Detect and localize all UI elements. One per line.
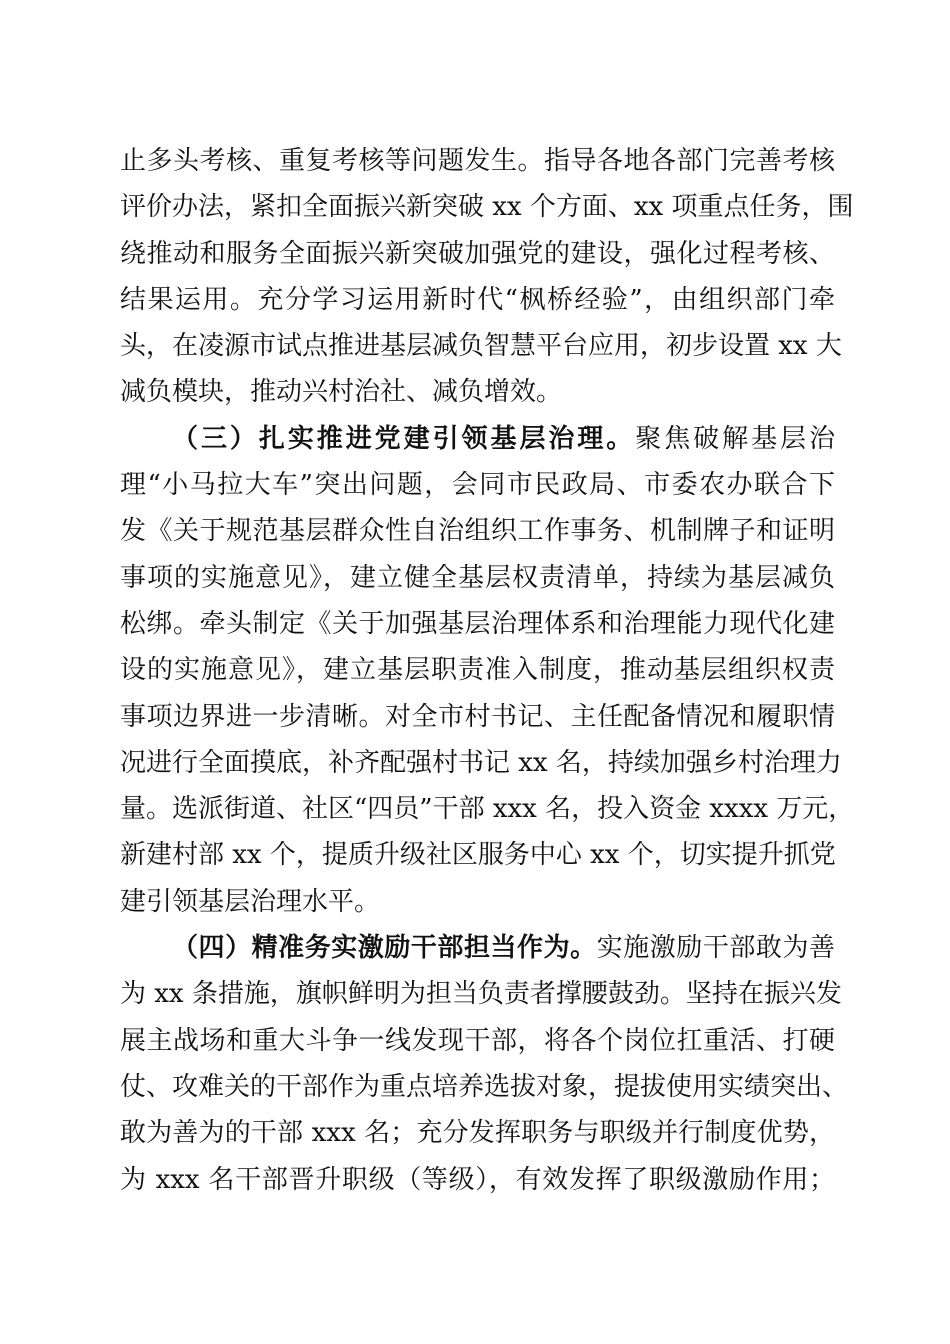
text-line: 止多头考核、重复考核等问题发生。指导各地各部门完善考核 [120, 146, 835, 176]
text-line: 量。选派街道、社区“四员”干部 xxx 名，投入资金 xxxx 万元， [120, 794, 855, 825]
text-line: 事项的实施意见》，建立健全基层权责清单，持续为基层减负 [120, 562, 835, 593]
text-line: 松绑。牵头制定《关于加强基层治理体系和治理能力现代化建 [120, 608, 835, 639]
text-line [120, 416, 835, 462]
paragraph [120, 925, 849, 1203]
text-line: 建引领基层治理水平。 [120, 886, 381, 917]
text-line: 结果运用。充分学习运用新时代“枫桥经验”，由组织部门牵 [120, 284, 835, 315]
text-line: 为 xxx 名干部晋升职级（等级），有效发挥了职级激励作用； [120, 1164, 835, 1195]
section-heading: （三）扎实推进党建引领基层治理。 [172, 423, 636, 454]
text-line: 评价办法，紧扣全面振兴新突破 xx 个方面、xx 项重点任务，围 [120, 192, 854, 223]
text-line [120, 925, 835, 971]
text-run: 聚焦破解基层治 [635, 423, 835, 454]
section-heading: （四）精准务实激励干部担当作为。 [172, 933, 597, 964]
text-line: 减负模块，推动兴村治社、减负增效。 [120, 377, 563, 408]
body-text [120, 138, 855, 1203]
text-line: 头，在凌源市试点推进基层减负智慧平台应用，初步设置 xx 大 [120, 331, 842, 362]
text-line: 敢为善为的干部 xxx 名；充分发挥职务与职级并行制度优势， [120, 1118, 835, 1149]
text-line: 理“小马拉大车”突出问题，会同市民政局、市委农办联合下 [120, 470, 835, 501]
text-line: 事项边界进一步清晰。对全市村书记、主任配备情况和履职情 [120, 701, 835, 732]
text-line: 新建村部 xx 个，提质升级社区服务中心 xx 个，切实提升抓党 [120, 840, 836, 871]
text-line: 为 xx 条措施，旗帜鲜明为担当负责者撑腰鼓劲。坚持在振兴发 [120, 979, 842, 1010]
text-line: 发《关于规范基层群众性自治组织工作事务、机制牌子和证明 [120, 516, 835, 547]
text-line: 况进行全面摸底，补齐配强村书记 xx 名，持续加强乡村治理力 [120, 747, 842, 778]
text-line: 设的实施意见》，建立基层职责准入制度，推动基层组织权责 [120, 655, 835, 686]
paragraph [120, 416, 855, 925]
text-line: 展主战场和重大斗争一线发现干部，将各个岗位扛重活、打硬 [120, 1025, 835, 1056]
paragraph [120, 138, 854, 416]
text-line: 绕推动和服务全面振兴新突破加强党的建设，强化过程考核、 [120, 238, 835, 269]
text-line: 仗、攻难关的干部作为重点培养选拔对象，提拔使用实绩突出、 [120, 1071, 849, 1102]
text-run: 实施激励干部敢为善 [596, 933, 835, 964]
